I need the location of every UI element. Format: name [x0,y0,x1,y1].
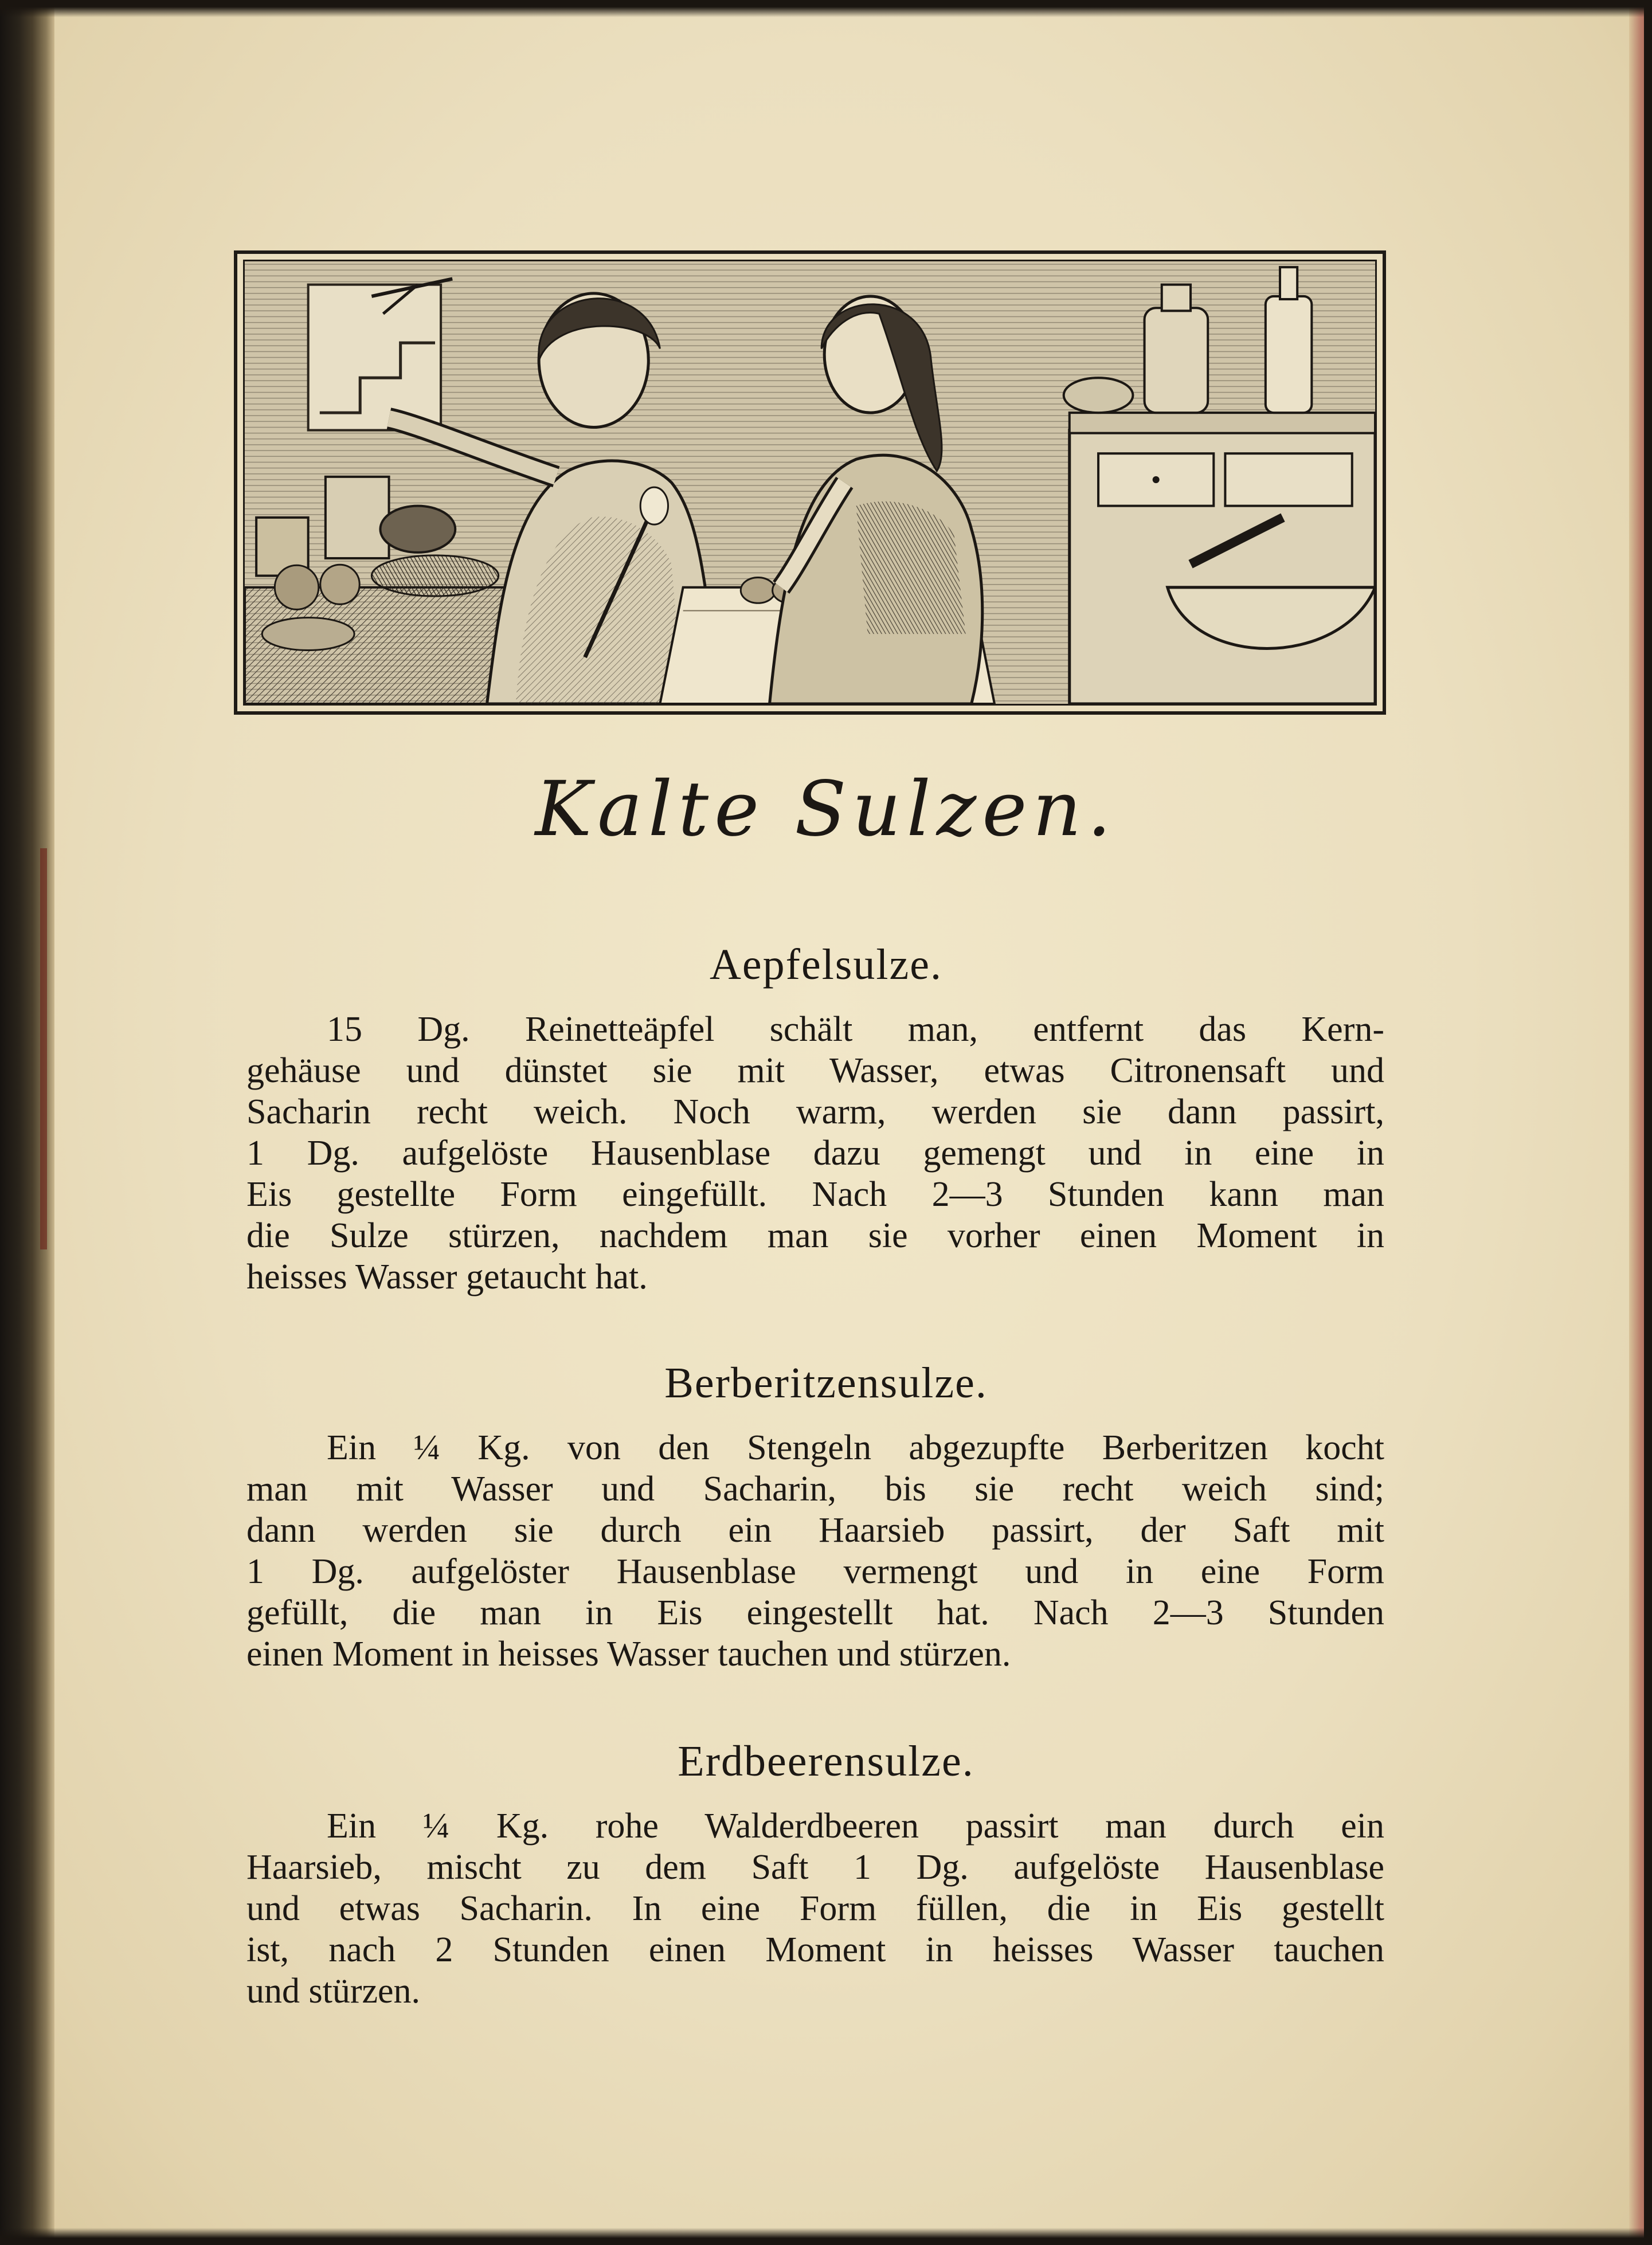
recipe-body-erdbeerensulze [246,1805,1384,2012]
scan-border-right [1644,0,1652,2245]
text-line: Haarsieb, mischt zu dem Saft 1 Dg. aufgelöste Hausenblase [246,1848,1384,1887]
recipe-body-berberitzensulze [246,1427,1384,1675]
text-line: und etwas Sacharin. In eine Form füllen, die in Eis gestellt [246,1889,1384,1928]
scan-border-top [0,0,1652,17]
page-title: Kalte Sulzen. [535,765,1117,853]
text-line: 1 Dg. aufgelöster Hausenblase vermengt und in eine Form [246,1552,1384,1591]
text-line: man mit Wasser und Sacharin, bis sie recht weich sind; [246,1470,1384,1509]
text-line: gehäuse und dünstet sie mit Wasser, etwas Citronensaft und [246,1051,1384,1090]
two-girls-in-kitchen-illustration [243,260,1377,706]
text-line: Eis gestellte Form eingefüllt. Nach 2—3 Stunden kann man [246,1175,1384,1214]
text-line: Sacharin recht weich. Noch warm, werden sie dann passirt, [246,1092,1384,1131]
text-line: gefüllt, die man in Eis eingestellt hat. Nach 2—3 Stunden [246,1593,1384,1632]
binding-stripe [40,848,47,1249]
text-line: dann werden sie durch ein Haarsieb passirt, der Saft mit [246,1511,1384,1550]
text-line: und stürzen. [246,1972,421,2011]
recipe-body-aepfelsulze [246,1009,1384,1298]
illustration-frame [234,250,1386,715]
text-line: Ein ¼ Kg. von den Stengeln abgezupfte Berberitzen kocht [327,1428,1384,1467]
text-line: ist, nach 2 Stunden einen Moment in heisses Wasser tauchen [246,1930,1384,1969]
text-line: Ein ¼ Kg. rohe Walderdbeeren passirt man durch ein [327,1807,1384,1846]
recipe-heading-berberitzensulze: Berberitzensulze. [664,1359,988,1407]
scan-border-bottom [0,2228,1652,2245]
text-line: einen Moment in heisses Wasser tauchen und stürzen. [246,1635,1011,1674]
text-line: heisses Wasser getaucht hat. [246,1257,648,1296]
text-line: 1 Dg. aufgelöste Hausenblase dazu gemengt und in eine in [246,1134,1384,1173]
text-line: die Sulze stürzen, nachdem man sie vorher einen Moment in [246,1216,1384,1255]
text-line: 15 Dg. Reinetteäpfel schält man, entfernt das Kern- [327,1010,1384,1049]
recipe-heading-erdbeerensulze: Erdbeerensulze. [678,1737,974,1785]
recipe-heading-aepfelsulze: Aepfelsulze. [710,941,942,989]
kitchen-scene-icon [245,261,1375,704]
